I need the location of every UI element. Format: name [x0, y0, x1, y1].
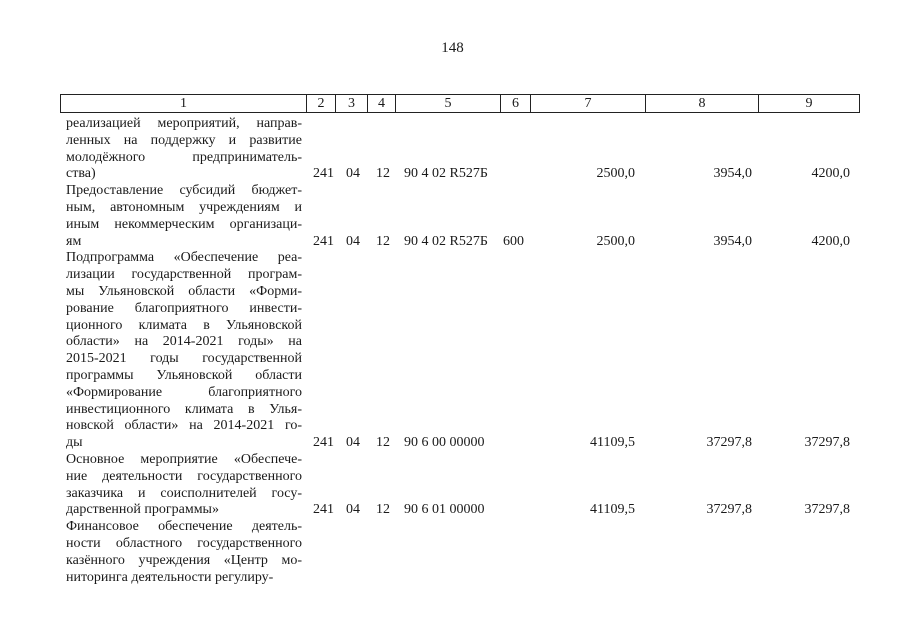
- description-line: заказчика и соисполнителей госу-: [66, 485, 302, 501]
- cell-c7: 41109,5: [590, 435, 635, 451]
- cell-c8: 3954,0: [713, 166, 752, 182]
- cell-c5: 90 4 02 R527Б: [404, 233, 488, 249]
- cell-c5: 90 4 02 R527Б: [404, 166, 488, 182]
- cell-c4: 12: [376, 502, 390, 518]
- row-description: [66, 183, 302, 250]
- cell-c8: 37297,8: [706, 435, 752, 451]
- description-line: ниторинга деятельности регулиру-: [66, 569, 274, 585]
- cell-c9: 4200,0: [811, 166, 850, 182]
- table-row: [0, 250, 905, 452]
- cell-c7: 2500,0: [596, 166, 635, 182]
- description-line: ционного климата в Ульяновской: [66, 317, 302, 333]
- cell-c5: 90 6 01 00000: [404, 502, 485, 518]
- description-line: Подпрограмма «Обеспечение реа-: [66, 250, 302, 266]
- cell-c9: 37297,8: [804, 502, 850, 518]
- table-header: [60, 94, 860, 113]
- table-row: [0, 116, 905, 183]
- cell-c2: 241: [313, 166, 334, 182]
- page-number: 148: [441, 40, 464, 56]
- header-col-9: 9: [758, 95, 859, 112]
- description-line: ства): [66, 166, 96, 182]
- cell-c3: 04: [346, 166, 360, 182]
- description-line: «Формирование благоприятного: [66, 384, 302, 400]
- description-line: лизации государственной програм-: [66, 267, 302, 283]
- description-line: ды: [66, 435, 83, 451]
- description-line: ние деятельности государственного: [66, 468, 302, 484]
- description-line: молодёжного предприниматель-: [66, 149, 302, 165]
- description-line: мы Ульяновской области «Форми-: [66, 283, 302, 299]
- description-line: реализацией мероприятий, направ-: [66, 116, 302, 131]
- cell-c4: 12: [376, 166, 390, 182]
- description-line: рование благоприятного инвести-: [66, 300, 302, 316]
- cell-c4: 12: [376, 233, 390, 249]
- description-line: дарственной программы»: [66, 502, 219, 518]
- row-description: [66, 519, 302, 586]
- cell-c8: 3954,0: [713, 233, 752, 249]
- cell-c2: 241: [313, 435, 334, 451]
- description-line: Предоставление субсидий бюджет-: [66, 183, 302, 199]
- table-row: [0, 519, 905, 586]
- cell-c9: 37297,8: [804, 435, 850, 451]
- description-line: инвестиционного климата в Улья-: [66, 401, 302, 417]
- cell-c3: 04: [346, 233, 360, 249]
- row-description: [66, 250, 302, 452]
- cell-c8: 37297,8: [706, 502, 752, 518]
- cell-c7: 41109,5: [590, 502, 635, 518]
- header-col-8: 8: [645, 95, 758, 112]
- cell-c9: 4200,0: [811, 233, 850, 249]
- description-line: Основное мероприятие «Обеспече-: [66, 452, 302, 467]
- description-line: ям: [66, 233, 82, 249]
- table-row: [0, 452, 905, 519]
- row-description: [66, 452, 302, 519]
- description-line: ности областного государственного: [66, 535, 302, 551]
- header-col-3: 3: [335, 95, 367, 112]
- description-line: ным, автономным учреждениям и: [66, 199, 302, 215]
- cell-c7: 2500,0: [596, 233, 635, 249]
- description-line: ленных на поддержку и развитие: [66, 132, 302, 148]
- cell-c6: 600: [503, 233, 524, 249]
- description-line: программы Ульяновской области: [66, 367, 302, 383]
- cell-c2: 241: [313, 502, 334, 518]
- header-col-1: 1: [180, 96, 187, 111]
- description-line: новской области» на 2014-2021 го-: [66, 418, 302, 434]
- header-col-6: 6: [500, 95, 530, 112]
- description-line: области» на 2014-2021 годы» на: [66, 334, 302, 350]
- cell-c3: 04: [346, 435, 360, 451]
- cell-c2: 241: [313, 233, 334, 249]
- cell-c5: 90 6 00 00000: [404, 435, 485, 451]
- description-line: 2015-2021 годы государственной: [66, 351, 302, 367]
- row-description: [66, 116, 302, 183]
- header-col-4: 4: [367, 95, 395, 112]
- header-col-5: 5: [395, 95, 500, 112]
- header-col-7: 7: [530, 95, 645, 112]
- description-line: иным некоммерческим организаци-: [66, 216, 302, 232]
- cell-c3: 04: [346, 502, 360, 518]
- table-row: [0, 183, 905, 250]
- header-col-2: 2: [306, 95, 335, 112]
- cell-c4: 12: [376, 435, 390, 451]
- description-line: Финансовое обеспечение деятель-: [66, 519, 302, 535]
- description-line: казённого учреждения «Центр мо-: [66, 552, 302, 568]
